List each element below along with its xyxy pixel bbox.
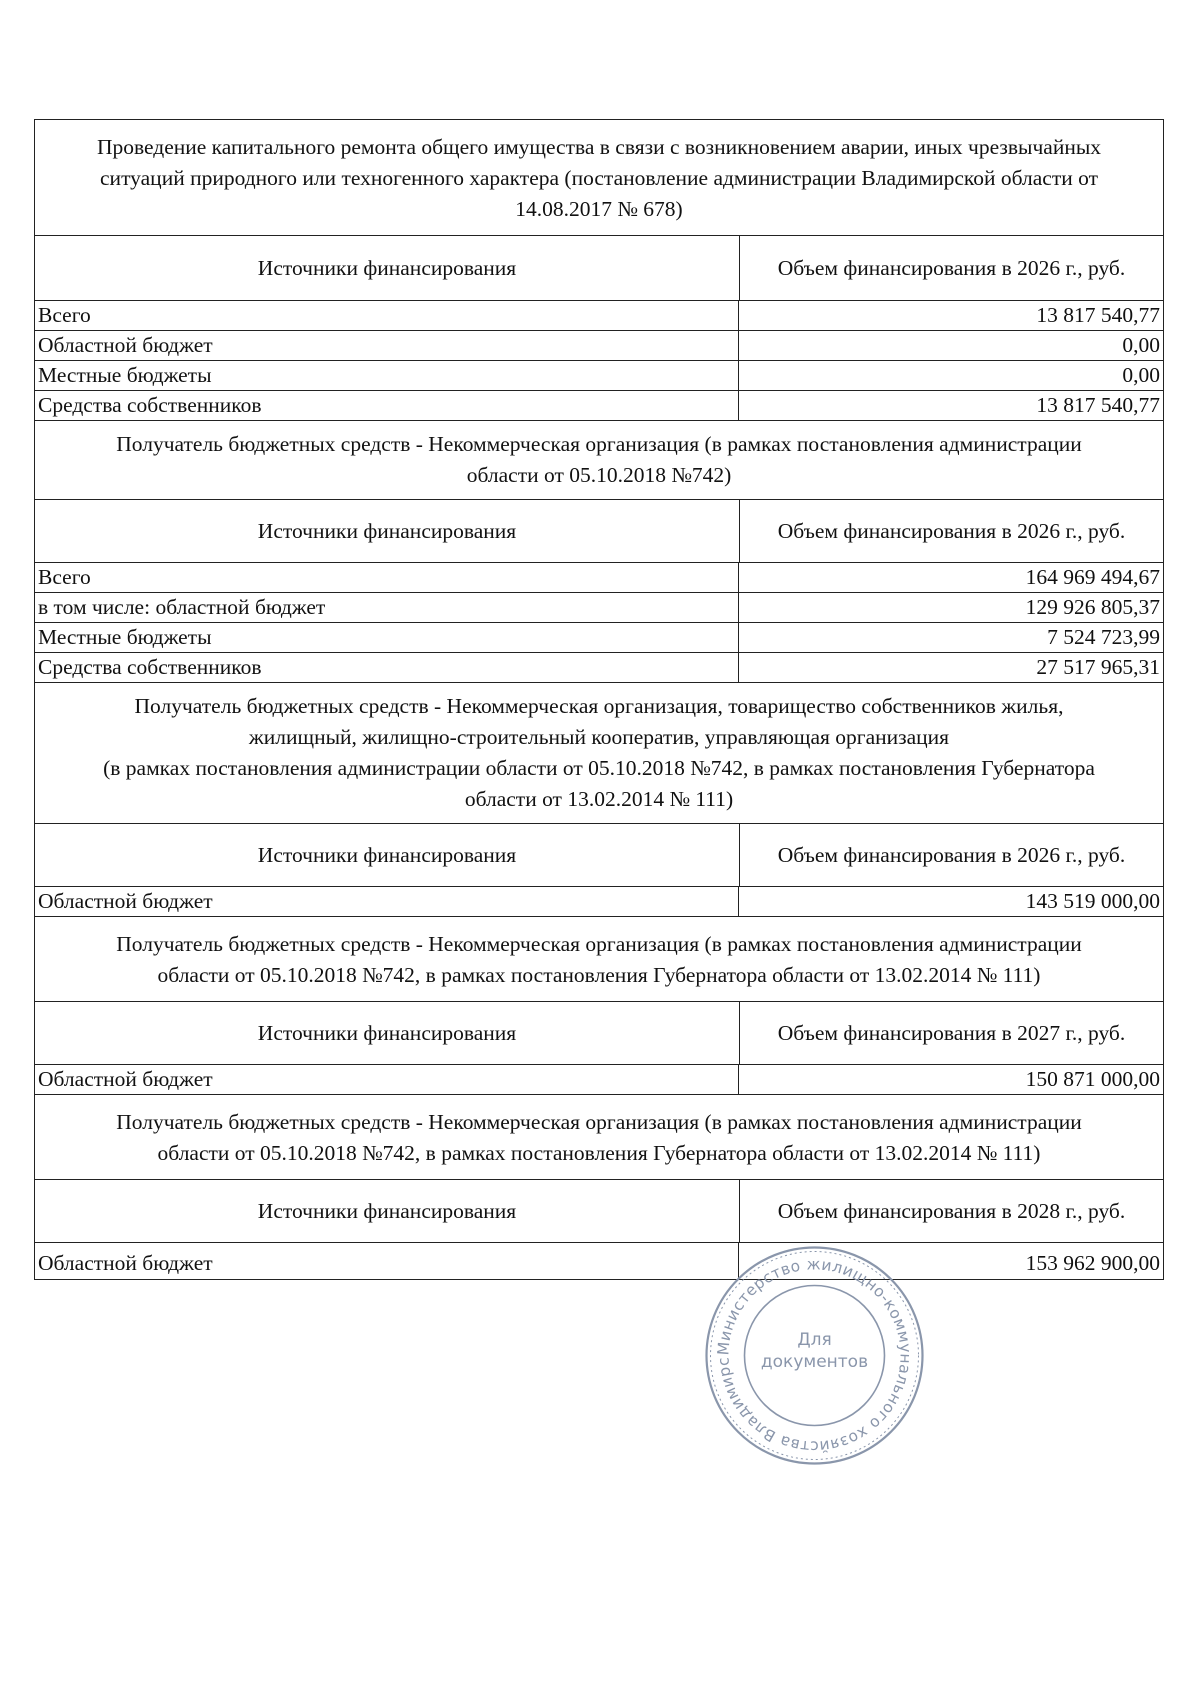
row-label: Областной бюджет [35, 887, 739, 916]
title-line: (в рамках постановления администрации области от 05.10.2018 №742, в рамках постановления Губернатора [103, 756, 1095, 780]
table-header [35, 1001, 1163, 1064]
section-title [35, 1095, 1163, 1179]
row-value: 27 517 965,31 [1036, 655, 1160, 679]
title-line: Получатель бюджетных средств - Некоммерческая организация, товарищество собственников жилья, [134, 694, 1064, 718]
row-value: 13 817 540,77 [1036, 393, 1160, 417]
table-header [35, 499, 1163, 562]
table-row [35, 886, 1163, 916]
title-line: области от 05.10.2018 №742, в рамках постановления Губернатора области от 13.02.2014 № 111) [157, 1141, 1041, 1165]
table-row [35, 300, 1163, 330]
row-value: 7 524 723,99 [1047, 625, 1160, 649]
col-header-amount: Объем финансирования в 2026 г., руб. [777, 842, 1126, 867]
stamp-graphic [702, 1243, 927, 1468]
row-label: Всего [35, 301, 739, 330]
stamp-center-line-1: Для [797, 1330, 832, 1350]
title-line: области от 05.10.2018 №742, в рамках постановления Губернатора области от 13.02.2014 № 111) [157, 963, 1041, 987]
title-line: Получатель бюджетных средств - Некоммерческая организация (в рамках постановления администрации [116, 932, 1082, 956]
row-label: Местные бюджеты [35, 623, 739, 652]
table-row [35, 360, 1163, 390]
row-label: Всего [35, 563, 739, 592]
col-header-sources: Источники финансирования [35, 236, 740, 300]
table-row [35, 330, 1163, 360]
table-row [35, 1064, 1163, 1094]
section-title [35, 683, 1163, 823]
col-header-amount: Объем финансирования в 2028 г., руб. [777, 1198, 1126, 1223]
official-stamp [702, 1243, 927, 1468]
col-header-sources: Источники финансирования [35, 1180, 740, 1242]
funding-section-3 [34, 682, 1164, 916]
funding-section-2 [34, 420, 1164, 682]
stamp-ring-text: Министерство жилищно-коммунального хозяйства Владимирс [714, 1255, 915, 1456]
table-row [35, 1242, 1163, 1279]
funding-section-4 [34, 916, 1164, 1094]
table-header [35, 235, 1163, 300]
table-row [35, 562, 1163, 592]
col-header-amount: Объем финансирования в 2026 г., руб. [777, 255, 1126, 280]
row-value: 150 871 000,00 [1025, 1067, 1160, 1091]
table-row [35, 592, 1163, 622]
col-header-amount: Объем финансирования в 2026 г., руб. [777, 518, 1126, 543]
row-label: Средства собственников [35, 653, 739, 682]
title-line: Получатель бюджетных средств - Некоммерческая организация (в рамках постановления администрации [116, 1110, 1082, 1134]
section-title [35, 120, 1163, 235]
row-label: Областной бюджет [35, 1243, 739, 1279]
title-line: 14.08.2017 № 678) [515, 197, 683, 221]
col-header-sources: Источники финансирования [35, 500, 740, 562]
col-header-sources: Источники финансирования [35, 824, 740, 886]
funding-section-1 [34, 119, 1164, 420]
title-line: жилищный, жилищно-строительный кооператив, управляющая организация [248, 725, 950, 749]
col-header-amount: Объем финансирования в 2027 г., руб. [777, 1020, 1126, 1045]
col-header-sources: Источники финансирования [35, 1002, 740, 1064]
title-line: ситуаций природного или техногенного характера (постановление администрации Владимирской области от [100, 166, 1098, 190]
funding-section-5 [34, 1094, 1164, 1280]
row-label: Средства собственников [35, 391, 739, 420]
table-row [35, 652, 1163, 682]
table-header [35, 1179, 1163, 1242]
row-label: в том числе: областной бюджет [35, 593, 739, 622]
table-row [35, 390, 1163, 420]
table-header [35, 823, 1163, 886]
title-line: Проведение капитального ремонта общего имущества в связи с возникновением аварии, иных чрезвычайных [96, 135, 1102, 159]
stamp-center-line-2: документов [760, 1352, 869, 1372]
title-line: области от 13.02.2014 № 111) [464, 787, 734, 811]
section-title [35, 917, 1163, 1001]
document-table [34, 119, 1164, 1280]
title-line: области от 05.10.2018 №742) [466, 463, 732, 487]
title-line: Получатель бюджетных средств - Некоммерческая организация (в рамках постановления администрации [116, 432, 1082, 456]
row-label: Областной бюджет [35, 1065, 739, 1094]
row-value: 143 519 000,00 [1025, 889, 1160, 913]
row-label: Областной бюджет [35, 331, 739, 360]
row-label: Местные бюджеты [35, 361, 739, 390]
row-value: 0,00 [1122, 363, 1160, 387]
row-value: 0,00 [1122, 333, 1160, 357]
row-value: 164 969 494,67 [1025, 565, 1160, 589]
row-value: 13 817 540,77 [1036, 303, 1160, 327]
table-row [35, 622, 1163, 652]
row-value: 153 962 900,00 [1025, 1251, 1160, 1275]
section-title [35, 421, 1163, 499]
row-value: 129 926 805,37 [1025, 595, 1160, 619]
